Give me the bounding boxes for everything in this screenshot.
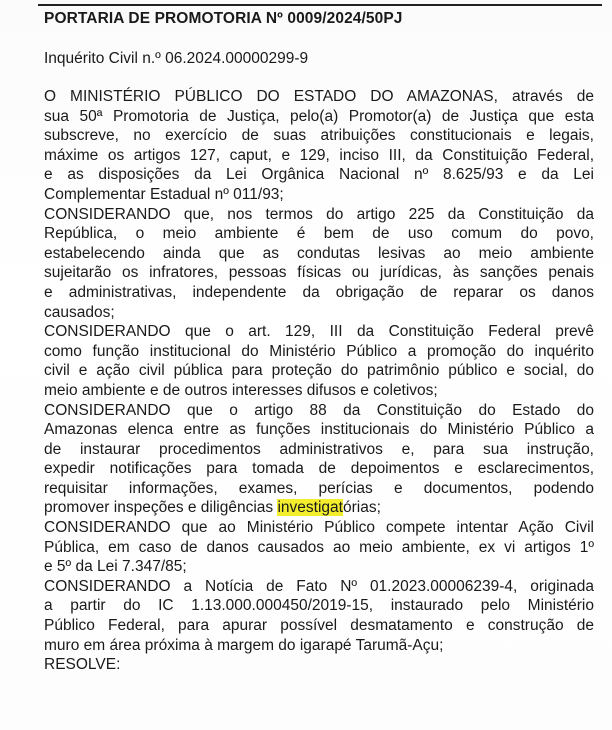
body-line: muro em área próxima à margem do igarapé Tarumã-Açu; — [44, 636, 444, 654]
top-rule — [38, 4, 602, 6]
body-line: subscreve, no exercício de suas atribuições constitucionais e legais, — [44, 127, 594, 145]
body-line: requisitar informações, exames, perícias e documentos, podendo — [44, 479, 594, 497]
document-title: PORTARIA DE PROMOTORIA Nº 0009/2024/50PJ — [44, 10, 403, 27]
body-line: causados; — [44, 303, 115, 321]
body-line: como função institucional do Ministério Público a promoção do inquérito — [44, 342, 594, 360]
body-line: CONSIDERANDO que, nos termos do artigo 225 da Constituição da — [44, 205, 594, 223]
resolve-heading: RESOLVE: — [44, 656, 121, 674]
body-line: CONSIDERANDO que o art. 129, III da Constituição Federal prevê — [44, 323, 594, 341]
body-line: República, o meio ambiente é bem de uso comum do povo, — [44, 225, 594, 243]
body-line: CONSIDERANDO a Notícia de Fato Nº 01.2023.00006239-4, originada — [44, 577, 594, 595]
body-line-highlighted — [44, 498, 594, 518]
body-line: estabelecendo ainda que as condutas lesivas ao meio ambiente — [44, 244, 594, 262]
body-line: expedir notificações para tomada de depoimentos e esclarecimentos, — [44, 460, 594, 478]
body-line: de instaurar procedimentos administrativos e, para sua instrução, — [44, 440, 594, 458]
body-line: meio ambiente e de outros interesses difusos e coletivos; — [44, 381, 438, 399]
body-line: e administrativas, independente da obrigação de reparar os danos — [44, 283, 594, 301]
highlighted-text: investigat — [277, 499, 343, 517]
body-line: e as disposições da Lei Orgânica Nacional nº 8.625/93 e da Lei — [44, 166, 594, 184]
body-line: Pública, em caso de danos causados ao meio ambiente, ex vi artigos 1º — [44, 538, 594, 556]
body-line: máxime os artigos 127, caput, e 129, inciso III, da Constituição Federal, — [44, 146, 594, 164]
text-before-highlight: promover inspeções e diligências — [44, 499, 278, 517]
body-line: Complementar Estadual nº 011/93; — [44, 185, 284, 203]
body-line: e 5º da Lei 7.347/85; — [44, 558, 187, 576]
body-line: a partir do IC 1.13.000.000450/2019-15, instaurado pelo Ministério — [44, 597, 594, 615]
body-line: CONSIDERANDO que o artigo 88 da Constituição do Estado do — [44, 401, 594, 419]
body-line: CONSIDERANDO que ao Ministério Público compete intentar Ação Civil — [44, 519, 594, 537]
text-after-highlight: órias; — [342, 499, 381, 517]
body-line: civil e ação civil pública para proteção do patrimônio público e social, do — [44, 362, 594, 380]
body-line: Amazonas elenca entre as funções institucionais do Ministério Público a — [44, 421, 594, 439]
body-line: O MINISTÉRIO PÚBLICO DO ESTADO DO AMAZONAS, através de — [44, 88, 594, 105]
body-line: Público Federal, para apurar possível desmatamento e construção de — [44, 617, 594, 635]
inquerito-number: Inquérito Civil n.º 06.2024.00000299-9 — [44, 50, 309, 67]
body-line: sua 50ª Promotoria de Justiça, pelo(a) Promotor(a) de Justiça que esta — [44, 107, 594, 125]
document-body — [44, 87, 594, 675]
body-line: sujeitarão os infratores, pessoas físicas ou jurídicas, às sanções penais — [44, 264, 594, 282]
